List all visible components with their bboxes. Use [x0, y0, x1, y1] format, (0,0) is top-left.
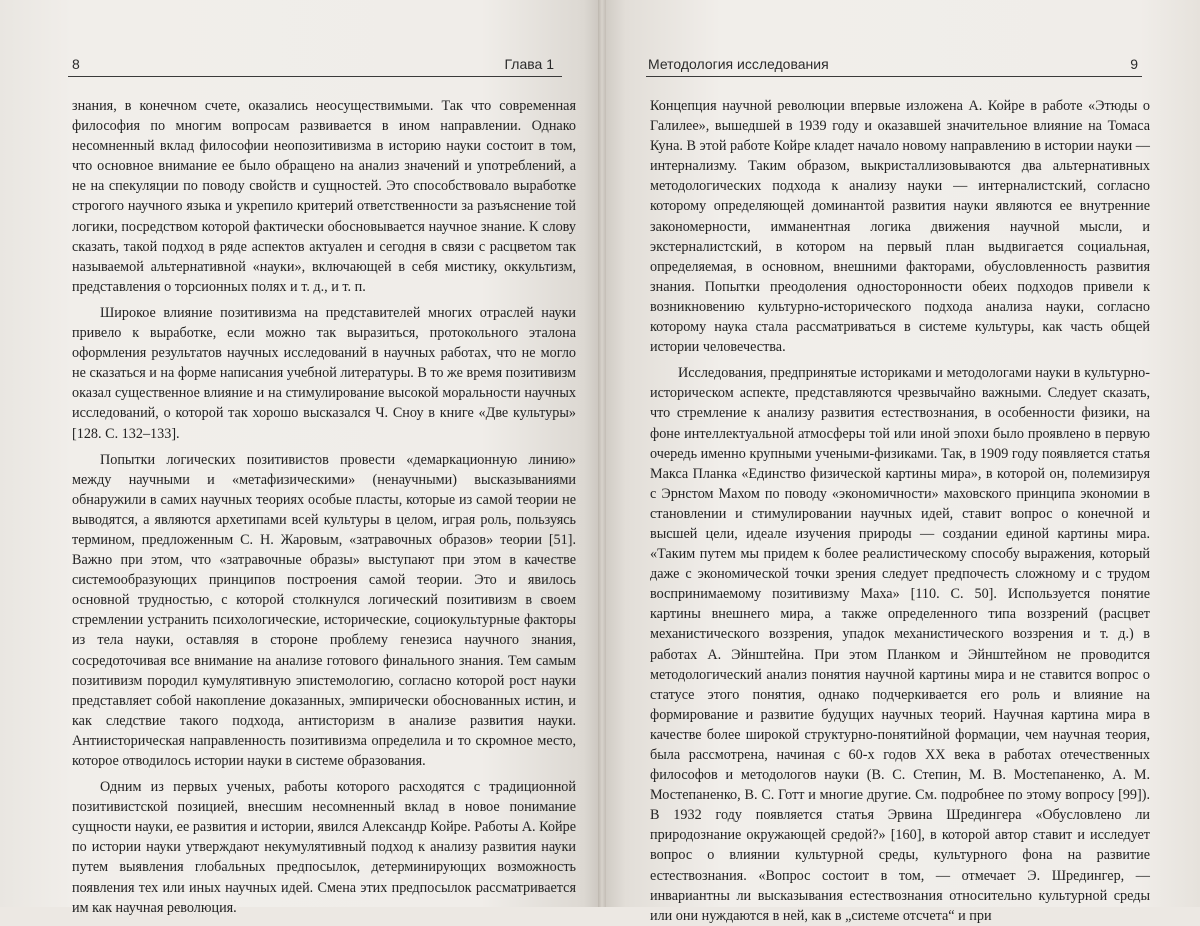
running-header-chapter: Глава 1 [504, 56, 554, 72]
paragraph: знания, в конечном счете, оказались неосуществимыми. Так что современная философия по многим вопросам развивается в ином направлении. Однако несомненный вклад философии неопозитивизма в историю науки состоит в том, что основное внимание ее было обращено на анализ значений и употреблений, а не на спекуляции по поводу свойств и сущностей. Это способствовало выработке строгого научного языка и укрепило критерий ответственности за разъяснение той логики, посредством которой фактически обосновывается научное знание. К слову сказать, такой подход в ряде аспектов актуален и сегодня в связи с расцветом так называемой альтернативной «науки», включающей в себя мистику, оккультизм, представления о торсионных полях и т. д., и т. п. [72, 98, 576, 295]
paragraph: Исследования, предпринятые историками и методологами науки в культурно-историческом аспекте, представляются чрезвычайно важными. Следует сказать, что стремление к анализу развития естествознания, в особенности физики, на фоне интеллектуальной атмосферы той или иной эпохи было проявлено в первую очередь именно крупными учеными-физиками. Так, в 1909 году появляется статья Макса Планка «Единство физической картины мира», в которой он, полемизируя с Эрнстом Махом по поводу «экономичности» маховского принципа экономии в становлении и стимулировании научных идей, ставит вопрос о конечной и высшей цели, идеале изучения природы — создании единой картины мира. «Таким путем мы придем к более реалистическому способу выражения, который даже с экономической точки зрения следует предпочесть сложному и с трудом воспринимаемому позитивизму Маха» [110. С. 50]. Используется понятие картины внешнего мира, а также определенного типа воззрений (расцвет механистического воззрения, упадок механистического воззрения и т. д.) в работах А. Эйнштейна. При этом Планком и Эйнштейном не проводится методологический анализ понятия научной картины мира и не ставится вопрос о статусе этого понятия, однако подчеркивается его роль и влияние на формирование и развитие будущих научных теорий. Научная картина мира в качестве более широкой структурно-понятийной формации, чем научная теория, была рассмотрена, начиная с 60-х годов XX века в работах отечественных философов и методологов науки (В. С. Степин, М. В. Мостепаненко, А. М. Мостепаненко, В. С. Готт и многие другие. См. подробнее по этому вопросу [99]). В 1932 году появляется статья Эрвина Шредингера «Обусловлено ли природознание окружающей средой?» [160], в которой автор ставит и исследует вопрос о влиянии культурной среды, культурного фона на развитие естествознания. «Вопрос состоит в том, — отмечает Э. Шредингер, — инвариантны ли высказывания естествознания относительно культурной среды или они нуждаются в ней, как в „системе отсчета“ и при [650, 365, 1150, 924]
running-header-section: Методология исследования [648, 56, 829, 72]
header-rule [68, 76, 562, 77]
left-page [0, 0, 602, 916]
right-page [602, 0, 1200, 924]
paragraph: Попытки логических позитивистов провести «демаркационную линию» между научными и «метафизическими» (ненаучными) высказываниями обнаружили в самих научных теориях особые пласты, которые из самой теории не выводятся, а являются архетипами всей культуры в целом, играя роль, пользуясь термином, предложенным С. Н. Жаровым, «затравочных образов» теории [51]. Важно при этом, что «затравочные образы» выступают при этом в качестве системообразующих принципов построения самой теории. Это и явилось основной трудностью, с которой столкнулся логический позитивизм в своем стремлении устранить психологические, исторические, социокультурные факторы из тела науки, оставляя в стороне проблему генезиса научного знания, сосредоточивая все внимание на анализе готового финального знания. Тем самым позитивизм породил кумулятивную эпистемологию, согласно которой рост науки представляет собой накопление доказанных, эмпирически обоснованных истин, и как следствие такого подхода, антисторизм в анализе развития науки. Антиисторическая направленность позитивизма определила и то скромное место, которое отводилось истории науки в системе образования. [72, 451, 576, 769]
paragraph: Одним из первых ученых, работы которого расходятся с традиционной позитивистской позицией, внесшим несомненный вклад в новое понимание сущности науки, ее развития и истории, явился Александр Койре. Работы А. Койре по истории науки утверждают некумулятивный подход к анализу развития науки путем выявления глобальных предпосылок, детерминирующих возможность появления тех или иных научных идей. Смена этих предпосылок рассматривается им как научная революция. [72, 779, 576, 916]
page-number: 8 [72, 56, 80, 72]
book-gutter [598, 0, 606, 907]
page-number: 9 [1130, 56, 1138, 72]
paragraph: Концепция научной революции впервые изложена А. Койре в работе «Этюды о Галилее», вышедшей в 1939 году и оказавшей значительное влияние на Томаса Куна. В этой работе Койре кладет начало новому направлению в истории науки — интернализму. Таким образом, выкристаллизовываются два альтернативных методологических подхода к анализу науки — интерналистский, согласно которому определяющей доминантой развития науки являются ее внутренние закономерности, имманентная логика движения научной мысли, и экстерналистский, в котором на первый план выдвигается социальная, определяемая, в основном, внешними факторами, обусловленность развития знания. Попытки преодоления односторонности обеих подходов привели к возникновению культурно-исторического подхода анализа науки, согласно которому наука стала рассматриваться в системе культуры, как часть общей истории человечества. [650, 98, 1150, 356]
left-page-body [72, 96, 576, 918]
right-page-body [650, 96, 1150, 926]
header-rule [646, 76, 1142, 77]
paragraph: Широкое влияние позитивизма на представителей многих отраслей науки привело к выработке, если можно так выразиться, протокольного эталона оформления результатов научных исследований в научных работах, что не могло не сказаться и на форме написания учебной литературы. В то же время позитивизм оказал существенное влияние и на стимулирование высокой моральности научных исследований, о которой так хорошо высказался Ч. Сноу в книге «Две культуры» [128. С. 132–133]. [72, 304, 576, 442]
